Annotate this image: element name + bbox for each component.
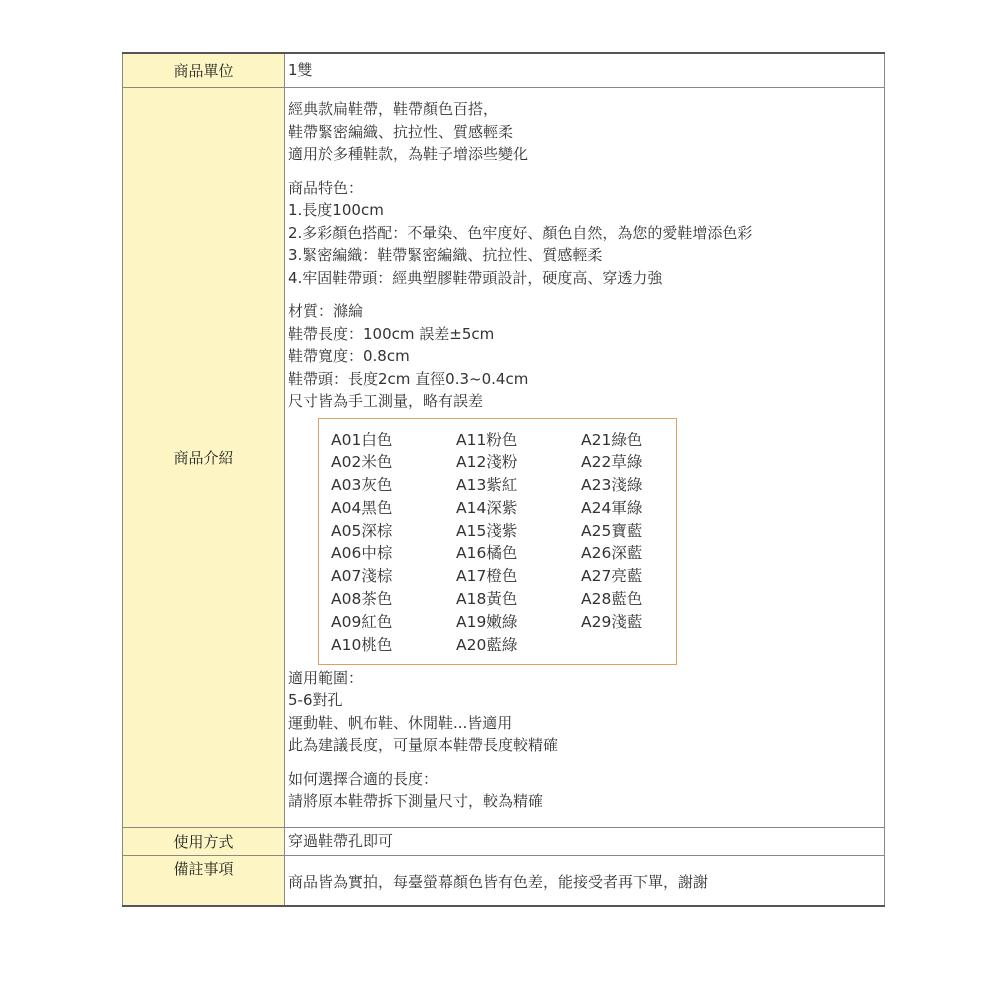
color-option: A12淺粉 xyxy=(456,453,518,472)
color-option: A09紅色 xyxy=(331,612,393,631)
color-option: A14深紫 xyxy=(456,498,518,517)
color-option: A27亮藍 xyxy=(581,567,643,586)
color-option: A08茶色 xyxy=(331,590,393,609)
color-option: A10桃色 xyxy=(331,635,393,654)
color-option: A23淺綠 xyxy=(581,476,643,495)
color-option: A18黃色 xyxy=(456,590,518,609)
color-option: A11粉色 xyxy=(456,430,518,449)
unit-label: 商品單位 xyxy=(123,53,285,88)
feature-line: 4.牢固鞋帶頭：經典塑膠鞋帶頭設計，硬度高、穿透力強 xyxy=(288,268,663,287)
intro-label: 商品介紹 xyxy=(123,88,285,828)
features-heading: 商品特色： xyxy=(288,178,364,197)
note-value: 商品皆為實拍，每臺螢幕顏色皆有色差，能接受者再下單，謝謝 xyxy=(285,855,885,906)
color-option: A02米色 xyxy=(331,453,393,472)
color-option: A06中棕 xyxy=(331,544,393,563)
color-option: A01白色 xyxy=(331,430,393,449)
feature-line: 3.緊密編織：鞋帶緊密編織、抗拉性、質感輕柔 xyxy=(288,246,603,264)
intro-content xyxy=(285,88,885,828)
intro-row xyxy=(123,88,885,828)
unit-row xyxy=(123,53,885,88)
spec-line: 鞋帶長度：100cm 誤差±5cm xyxy=(288,324,495,343)
color-option: A16橘色 xyxy=(456,544,518,563)
spec-line: 鞋帶寬度：0.8cm xyxy=(288,347,410,365)
usage-value: 穿過鞋帶孔即可 xyxy=(285,827,885,855)
note-row xyxy=(123,855,885,906)
product-spec-table xyxy=(122,52,885,907)
unit-value: 1雙 xyxy=(285,53,885,88)
color-option: A05深棕 xyxy=(331,521,393,540)
color-option: A22草綠 xyxy=(581,453,643,472)
color-option: A24軍綠 xyxy=(581,498,643,517)
color-column xyxy=(456,429,517,657)
color-option: A04黑色 xyxy=(331,498,393,517)
color-option: A13紫紅 xyxy=(456,476,518,495)
color-column xyxy=(581,429,642,634)
intro-scope xyxy=(288,667,884,757)
feature-line: 1.長度100cm xyxy=(288,201,384,219)
usage-label: 使用方式 xyxy=(123,827,285,855)
feature-line: 2.多彩顏色搭配：不暈染、色牢度好、顏色自然，為您的愛鞋增添色彩 xyxy=(288,223,753,242)
color-option: A19嫩綠 xyxy=(456,612,518,631)
color-option: A17橙色 xyxy=(456,567,518,586)
color-option: A26深藍 xyxy=(581,544,643,563)
howto-heading: 如何選擇合適的長度： xyxy=(288,769,439,788)
description-line: 適用於多種鞋款，為鞋子增添些變化 xyxy=(288,145,529,163)
spec-line: 尺寸皆為手工測量，略有誤差 xyxy=(288,392,484,410)
color-option: A20藍綠 xyxy=(456,635,518,654)
color-option: A28藍色 xyxy=(581,590,643,609)
color-option: A03灰色 xyxy=(331,476,393,495)
color-option: A07淺棕 xyxy=(331,567,393,586)
scope-line: 運動鞋、帆布鞋、休閒鞋...皆適用 xyxy=(288,713,513,732)
spec-line: 材質：滌綸 xyxy=(288,302,364,320)
description-line: 經典款扁鞋帶，鞋帶顏色百搭， xyxy=(288,100,499,118)
color-option: A15淺紫 xyxy=(456,521,518,540)
color-column xyxy=(331,429,392,657)
note-label: 備註事項 xyxy=(123,855,285,906)
color-option: A29淺藍 xyxy=(581,612,643,631)
scope-line: 此為建議長度，可量原本鞋帶長度較精確 xyxy=(288,736,559,754)
description-line: 鞋帶緊密編織、抗拉性、質感輕柔 xyxy=(288,122,514,141)
intro-specs xyxy=(288,300,884,413)
color-option: A25寶藍 xyxy=(581,521,643,540)
scope-heading: 適用範圍： xyxy=(288,668,364,687)
spec-line: 鞋帶頭：長度2cm 直徑0.3~0.4cm xyxy=(288,369,529,388)
intro-description xyxy=(288,98,884,166)
color-options-box xyxy=(318,418,677,665)
usage-row xyxy=(123,827,885,855)
scope-line: 5-6對孔 xyxy=(288,691,343,709)
intro-howto xyxy=(288,768,884,813)
color-option: A21綠色 xyxy=(581,430,643,449)
intro-features xyxy=(288,177,884,290)
howto-line: 請將原本鞋帶拆下測量尺寸，較為精確 xyxy=(288,792,544,810)
